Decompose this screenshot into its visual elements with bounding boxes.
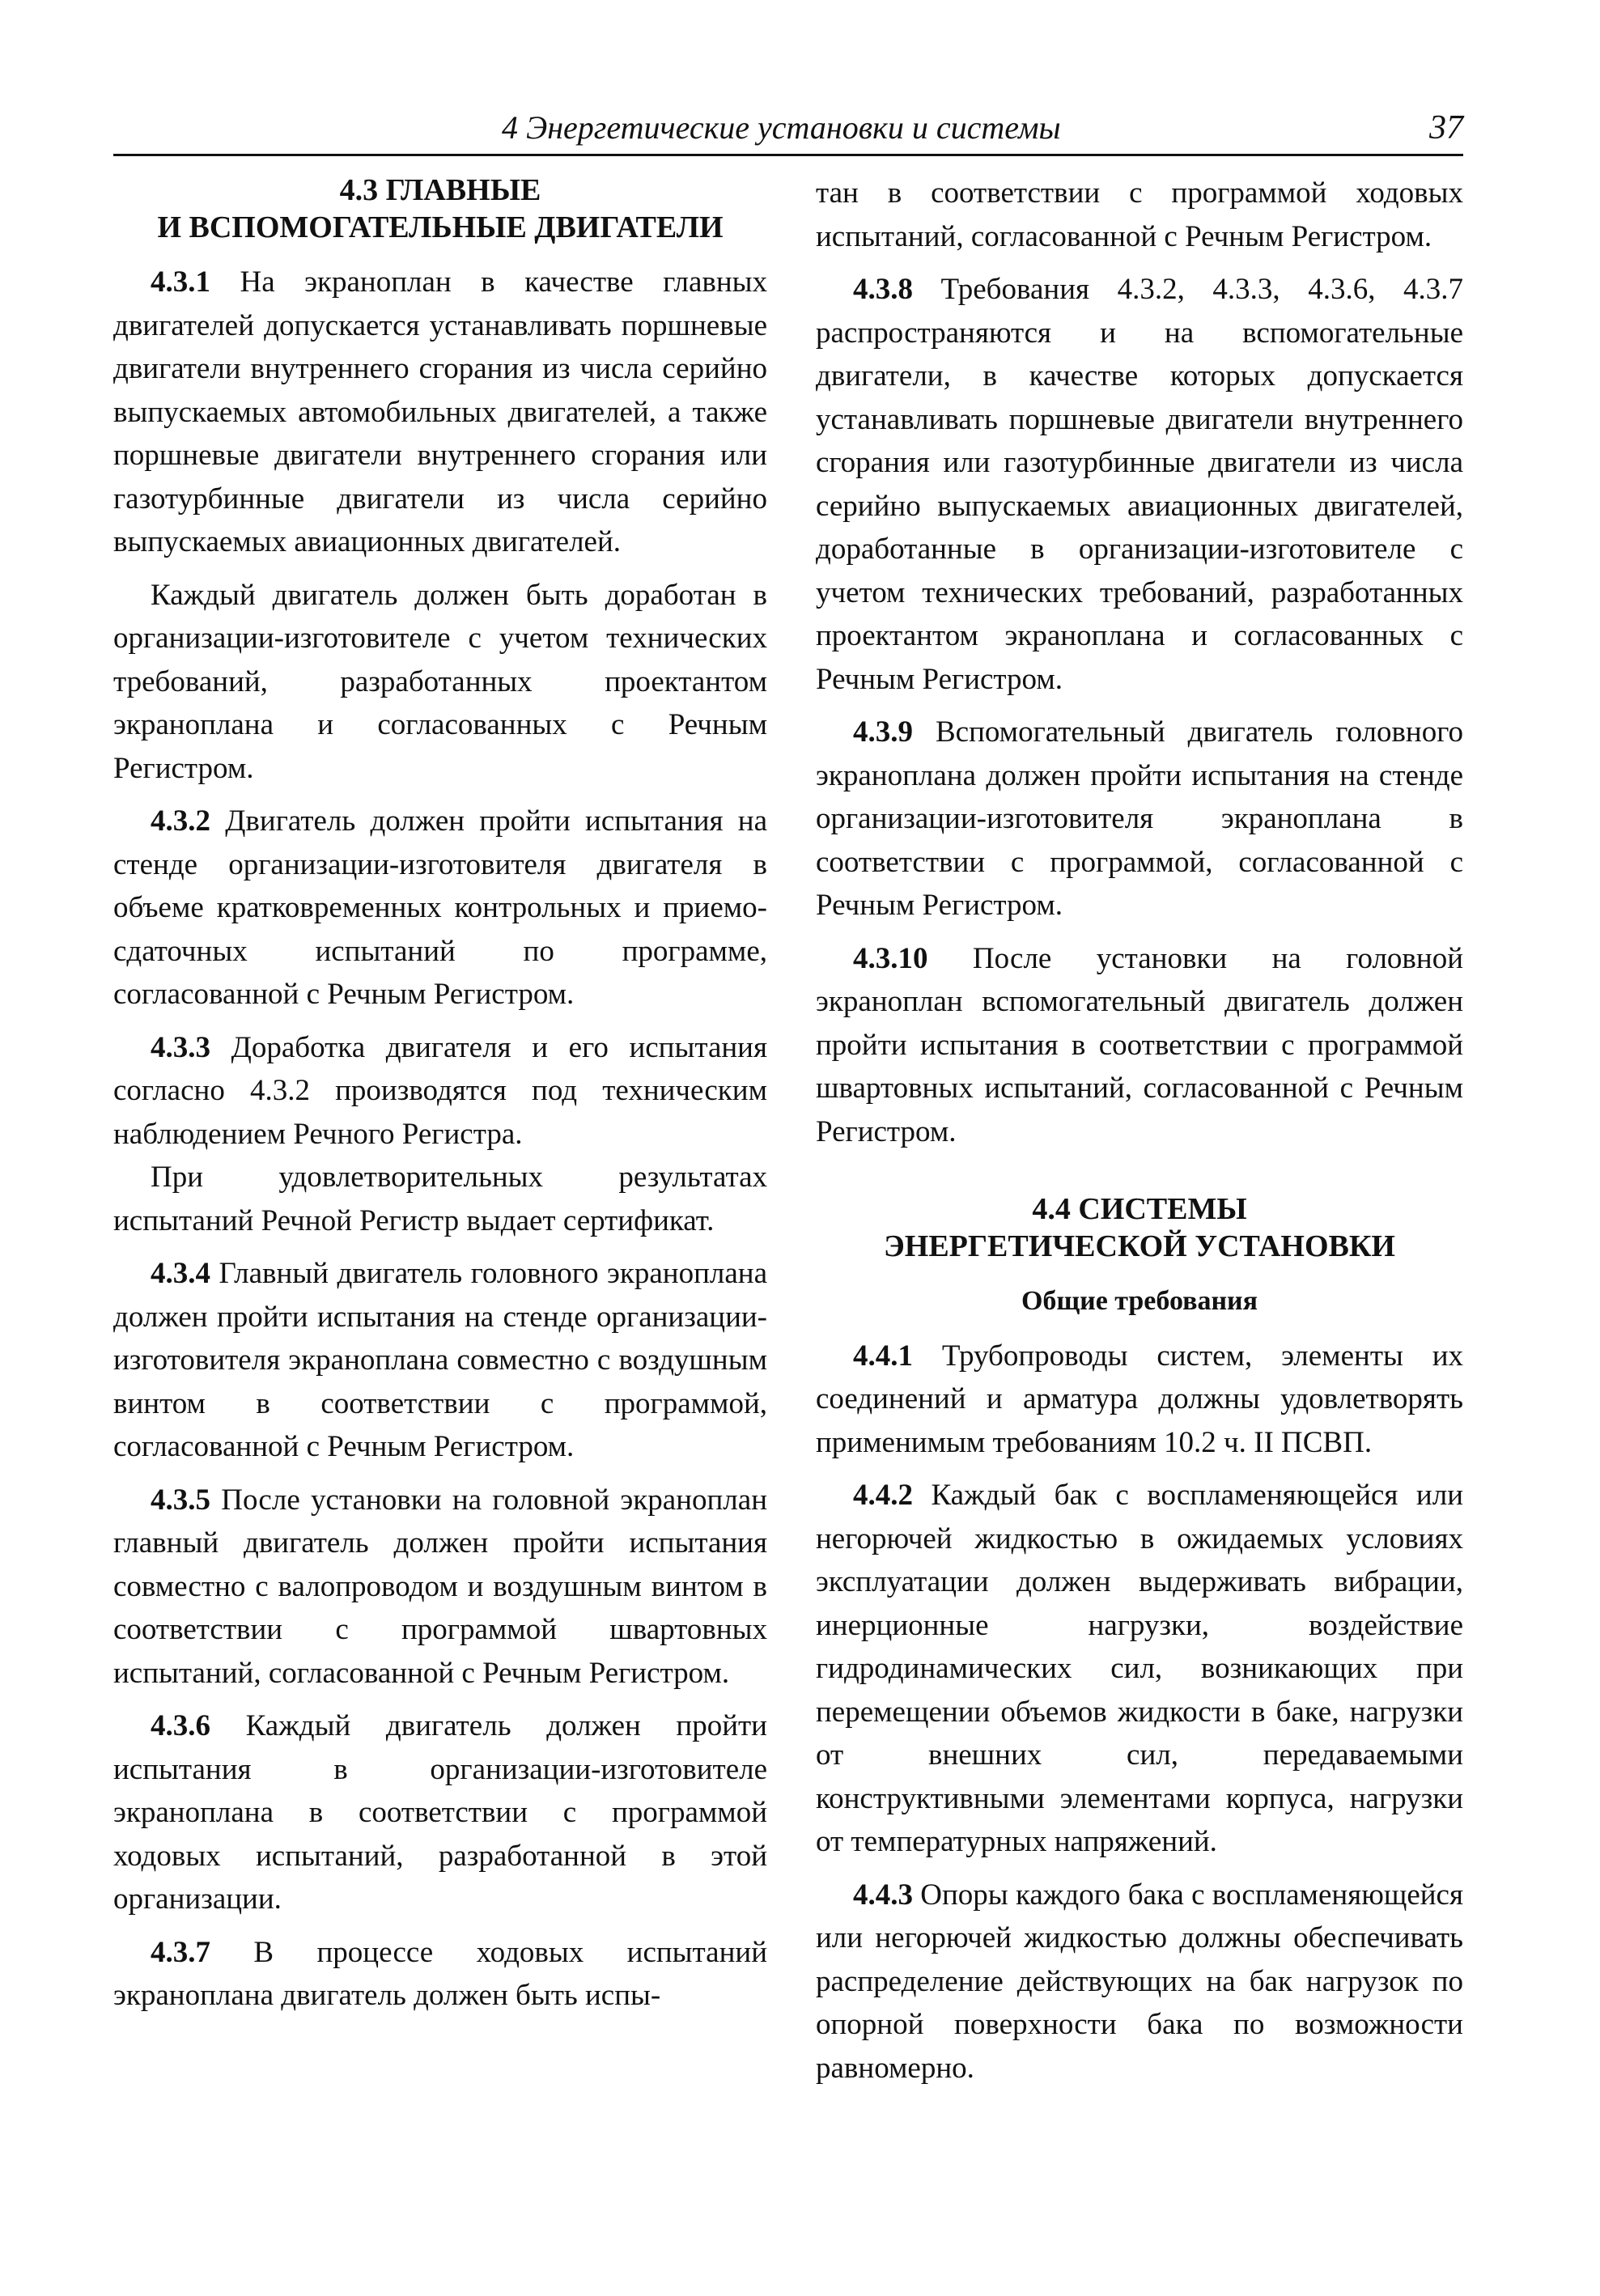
paragraph-text: На экраноплан в качестве главных двигателей допускается устанавливать поршневые двигатели внутреннего сгорания из числа серийно выпускаемых автомобильных двигателей, а также поршневые двигатели внутреннего сгорания или газотурбинные двигатели из числа серийно выпускаемых авиационных двигателей.: [113, 265, 767, 558]
paragraph-4-4-1: [816, 1335, 1463, 1465]
paragraph-text: Опоры каждого бака с воспламеняющейся или негорючей жидкостью должны обеспечивать распределение действующих на бак нагрузок по опорной поверхности бака по возможности равномерно.: [816, 1878, 1463, 2085]
clause-number: 4.3.6: [151, 1709, 210, 1742]
paragraph-4-3-8: [816, 268, 1463, 701]
paragraph-text: Требования 4.3.2, 4.3.3, 4.3.6, 4.3.7 распространяются и на вспомогательные двигатели, в качестве которых допускается устанавливать поршневые двигатели внутреннего сгорания или газотурбинные двигатели из числа серийно выпускаемых авиационных двигателей, доработанные в организации-изготовителе с учетом технических требований, разработанных проектантом экраноплана и согласованных с Речным Регистром.: [816, 273, 1463, 696]
paragraph-4-3-7-cont: [816, 172, 1463, 258]
paragraph-4-3-4: [113, 1252, 767, 1469]
paragraph-text: Двигатель должен пройти испытания на стенде организации-изготовителя двигателя в объеме кратковременных контрольных и приемо-сдаточных испытаний по программе, согласованной с Речным Регистром.: [113, 804, 767, 1011]
heading-line: ЭНЕРГЕТИЧЕСКОЙ УСТАНОВКИ: [883, 1229, 1395, 1263]
paragraph-text: Главный двигатель головного экраноплана должен пройти испытания на стенде организации-изготовителя экраноплана совместно с воздушным винтом в соответствии с программой, согласованной с Речным Регистром.: [113, 1257, 767, 1463]
paragraph-text: Вспомогательный двигатель головного экраноплана должен пройти испытания на стенде организации-изготовителя экраноплана в соответствии с программой, согласованной с Речным Регистром.: [816, 715, 1463, 922]
paragraph-4-3-2: [113, 800, 767, 1016]
subsection-heading: Общие требования: [1021, 1286, 1258, 1316]
clause-number: 4.3.2: [151, 804, 210, 838]
paragraph-4-3-1: [113, 261, 767, 564]
paragraph-text: тан в соответствии с программой ходовых испытаний, согласованной с Речным Регистром.: [816, 176, 1463, 253]
clause-number: 4.3.5: [151, 1483, 210, 1517]
clause-number: 4.3.10: [853, 941, 928, 975]
paragraph-4-4-3: [816, 1874, 1463, 2090]
paragraph-text: При удовлетворительных результатах испытаний Речной Регистр выдает сертификат.: [113, 1161, 767, 1237]
heading-line: 4.3 ГЛАВНЫЕ: [339, 173, 541, 207]
paragraph-4-3-10: [816, 937, 1463, 1154]
paragraph-text: Каждый двигатель должен пройти испытания в организации-изготовителе экраноплана в соответствии с программой ходовых испытаний, разработанной в этой организации.: [113, 1709, 767, 1916]
running-header: [113, 108, 1463, 156]
paragraph-4-3-3: [113, 1026, 767, 1156]
paragraph-text: В процессе ходовых испытаний экраноплана двигатель должен быть испы-: [113, 1935, 767, 2012]
section-heading-4-4: [816, 1190, 1463, 1265]
section-spacer: [816, 1163, 1463, 1190]
running-title: 4 Энергетические установки и системы: [502, 109, 1061, 146]
heading-line: И ВСПОМОГАТЕЛЬНЫЕ ДВИГАТЕЛИ: [157, 210, 724, 244]
clause-number: 4.3.8: [853, 273, 913, 306]
clause-number: 4.3.3: [151, 1030, 210, 1064]
left-column: [113, 172, 767, 2027]
paragraph-text: После установки на головной экраноплан главный двигатель должен пройти испытания совместно с валопроводом и воздушным винтом в соответствии с программой швартовных испытаний, согласованной с Речным Регистром.: [113, 1483, 767, 1690]
clause-number: 4.3.4: [151, 1257, 210, 1290]
clause-number: 4.4.2: [853, 1479, 913, 1512]
paragraph-4-3-9: [816, 711, 1463, 927]
paragraph-text: Каждый бак с воспламеняющейся или негорючей жидкостью в ожидаемых условиях эксплуатации должен выдерживать вибрации, инерционные нагрузки, воздействие гидродинамических сил, возникающих при перемещении объемов жидкости в баке, нагрузки от внешних сил, передаваемыми конструктивными элементами корпуса, нагрузки от температурных напряжений.: [816, 1479, 1463, 1858]
heading-line: 4.4 СИСТЕМЫ: [1032, 1192, 1247, 1226]
paragraph-4-3-3-cont: [113, 1156, 767, 1242]
clause-number: 4.3.7: [151, 1935, 210, 1969]
paragraph-4-4-2: [816, 1474, 1463, 1864]
section-heading-4-3: [113, 172, 767, 246]
paragraph-text: Доработка двигателя и его испытания согласно 4.3.2 производятся под техническим наблюдением Речного Регистра.: [113, 1030, 767, 1151]
paragraph-text: После установки на головной экраноплан вспомогательный двигатель должен пройти испытания в соответствии с программой швартовных испытаний, согласованной с Речным Регистром.: [816, 941, 1463, 1148]
paragraph-4-3-1-cont: [113, 574, 767, 791]
page-number: 37: [1429, 109, 1463, 146]
paragraph-text: Каждый двигатель должен быть доработан в организации-изготовителе с учетом технических требований, разработанных проектантом экраноплана и согласованных с Речным Регистром.: [113, 578, 767, 785]
clause-number: 4.4.1: [853, 1339, 913, 1373]
clause-number: 4.4.3: [853, 1878, 913, 1912]
right-column: [816, 172, 1463, 2099]
paragraph-4-3-7: [113, 1931, 767, 2018]
clause-number: 4.3.9: [853, 715, 913, 749]
clause-number: 4.3.1: [151, 265, 210, 299]
paragraph-text: Трубопроводы систем, элементы их соединений и арматура должны удовлетворять применимым требованиям 10.2 ч. II ПСВП.: [816, 1339, 1463, 1459]
paragraph-4-3-6: [113, 1704, 767, 1921]
paragraph-4-3-5: [113, 1479, 767, 1695]
